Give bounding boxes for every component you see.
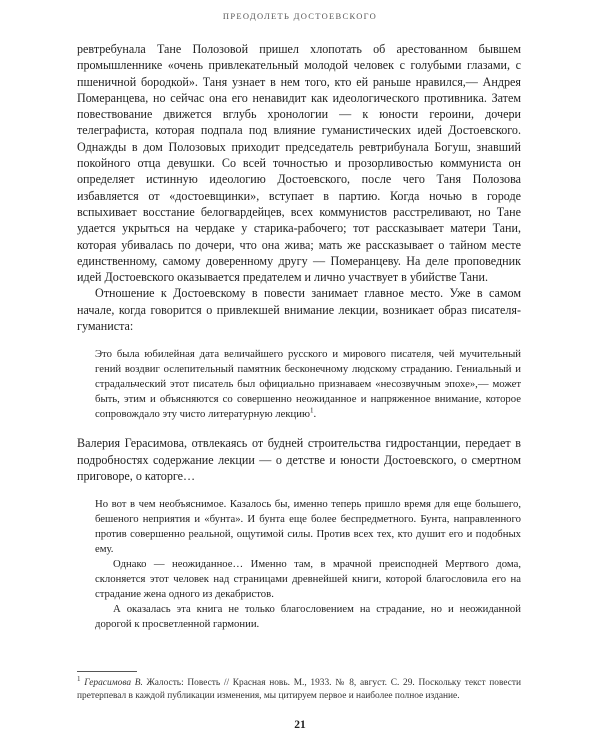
quote-2-paragraph-b: Однако — неожиданное… Именно там, в мрачной преисподней Мертвого дома, склоняется этот человек над страницами древнейшей книги, которой благословила его на страдание жена одного из декабристов. [95, 558, 521, 601]
page-number: 21 [294, 719, 306, 731]
quote-2-paragraph-c: А оказалась эта книга не только благословением на страдание, но и неожиданной дорогой к просветленной гармонии. [95, 603, 521, 631]
block-quote-1 [95, 347, 521, 422]
quote-1-paragraph: Это была юбилейная дата величайшего русского и мирового писателя, чей мучительный гений воздвиг ослепительный памятник бесконечному людскому страданию. Гениальный и страдальческий этот писатель был официально признаваем «несозвучным эпохе»,— может быть, этим и объясняются со совершенно неожиданное и напряженное внимание, которое сопровождало эту чисто литературную лекцию$^1$. [95, 348, 521, 421]
paragraph-2: Отношение к Достоевскому в повести занимает главное место. Уже в самом начале, когда говорится о привлекшей внимание лекции, возникает образ писателя-гуманиста: [77, 286, 521, 334]
footnote-divider [77, 671, 137, 672]
paragraph-3: Валерия Герасимова, отвлекаясь от будней строительства гидростанции, передает в подробностях содержание лекции — о детстве и юности Достоевского, о смертном приговоре, о каторге… [77, 436, 521, 483]
paragraph-1: ревтребунала Тане Полозовой пришел хлопотать об арестованном бывшем промышленнике «очень привлекательный молодой человек с голубыми глазами, с пшеничной бородкой». Таня узнает в нем того, кто ей раньше нравился,— Андрея Померанцева, но сейчас она его ненавидит как идеологического противника. Затем повествование движется вглубь хронологии — к юности героини, дочери телеграфиста, которая подпала под влияние гуманистических идей Достоевского. Однажды в дом Полозовых приходит председатель ревтрибунала Богуш, знавший покойного отца девушки. Со всей точностью и прозорливостью коммуниста он определяет истинную идеологию Достоевского, после чего Таня Полозова избавляется от «достоевщинки», вступает в партию. Когда ночью в городе вспыхивает восстание белогвардейцев, всех коммунистов расстреливают, но Тане удается укрыться на чердаке у старика-рабочего; тот рассказывает матери Тани, которая убивалась по дочери, что она жива; мать же рассказывает о тайном месте единственному, самому доверенному другу — Померанцеву. На деле проповедник идей Достоевского оказывается предателем и лично участвует в убийстве Тани. [77, 42, 521, 285]
footnote-author: Герасимова В. [84, 678, 143, 688]
footnote-text: Жалость: Повесть // Красная новь. М., 1933. № 8, август. С. 29. Поскольку текст повести претерпевал в каждой публикации изменения, мы цитируем первое и наиболее полное издание. [77, 678, 522, 701]
footnote [77, 674, 522, 702]
quote-1-text: Это была юбилейная дата величайшего русского и мирового писателя, чей мучительный гений воздвиг ослепительный памятник бесконечному людскому страданию. Гениальный и страдальческий этот писатель был официально признаваем «несозвучным эпохе»,— может быть, этим и объясняются со совершенно неожиданное и напряженное внимание, которое сопровождало эту чисто литературную лекцию [95, 348, 521, 421]
quote-2-paragraph-a: Но вот в чем необъяснимое. Казалось бы, именно теперь пришло время для еще большего, бешеного неприятия и «бунта». И бунта еще более беспредметного. Бунта, направленного против совершенно реальной, ощутимой силы. Против всех тех, кто душит его и подобных ему. [95, 498, 521, 556]
block-quote-2 [95, 497, 521, 632]
footnote-ref-1: 1 [309, 406, 314, 415]
main-text [77, 41, 521, 645]
footnote-marker: 1 [77, 674, 81, 683]
running-header: ПРЕОДОЛЕТЬ ДОСТОЕВСКОГО [222, 11, 378, 21]
